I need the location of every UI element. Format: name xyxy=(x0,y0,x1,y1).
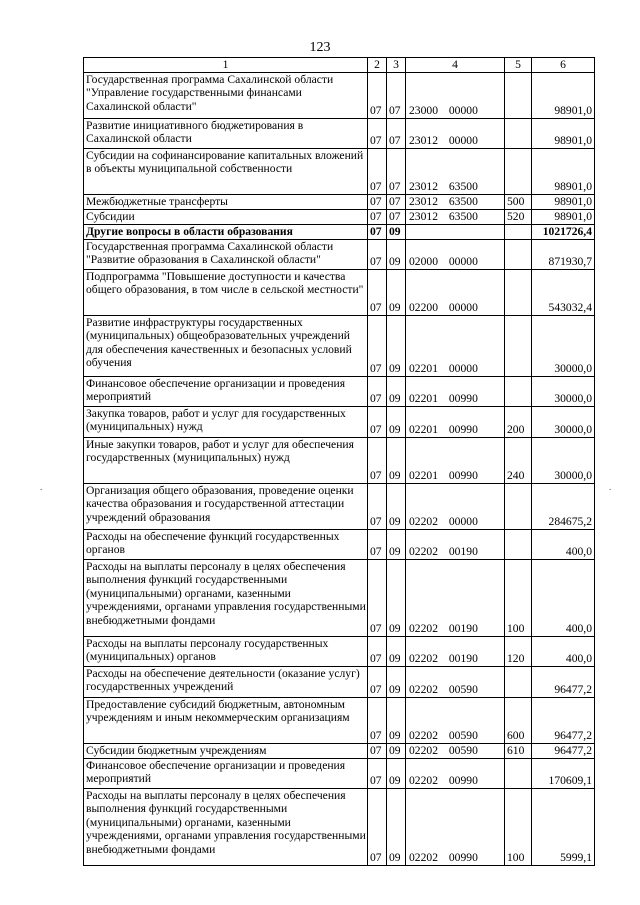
row-expense-type xyxy=(505,529,532,559)
row-target-article: 02201 00990 xyxy=(406,376,505,406)
table-row xyxy=(84,224,595,239)
row-target-article: 02202 00990 xyxy=(406,758,505,788)
row-subsection-code: 07 xyxy=(387,209,406,224)
row-expense-type xyxy=(505,148,532,194)
row-section-code: 07 xyxy=(368,224,387,239)
row-target-article: 23012 63500 xyxy=(406,194,505,209)
row-target-article: 02201 00000 xyxy=(406,315,505,376)
table-row xyxy=(84,239,595,269)
row-name: Иные закупки товаров, работ и услуг для обеспечения государственных (муниципальных) нужд xyxy=(84,437,368,483)
row-amount: 98901,0 xyxy=(532,209,595,224)
row-section-code: 07 xyxy=(368,697,387,743)
row-amount: 30000,0 xyxy=(532,315,595,376)
header-col-name: 1 xyxy=(84,58,368,73)
row-amount: 98901,0 xyxy=(532,148,595,194)
row-amount: 30000,0 xyxy=(532,406,595,437)
row-name: Расходы на выплаты персоналу в целях обеспечения выполнения функций государственными (муниципальными) органами, казенными учреждениями, органами управления государственными внебюджетными фондами xyxy=(84,559,368,636)
row-section-code: 07 xyxy=(368,666,387,697)
row-name: Другие вопросы в области образования xyxy=(84,224,368,239)
table-row xyxy=(84,72,595,118)
row-name: Закупка товаров, работ и услуг для государственных (муниципальных) нужд xyxy=(84,406,368,437)
row-amount: 170609,1 xyxy=(532,758,595,788)
row-target-article: 02202 00190 xyxy=(406,559,505,636)
row-expense-type xyxy=(505,239,532,269)
row-subsection-code: 07 xyxy=(387,194,406,209)
row-target-article: 23000 00000 xyxy=(406,72,505,118)
row-name: Организация общего образования, проведение оценки качества образования и государственной аттестации учреждений образования xyxy=(84,483,368,529)
row-amount: 400,0 xyxy=(532,636,595,666)
row-amount: 96477,2 xyxy=(532,666,595,697)
row-section-code: 07 xyxy=(368,315,387,376)
row-target-article: 02202 00190 xyxy=(406,636,505,666)
row-subsection-code: 09 xyxy=(387,224,406,239)
row-amount: 543032,4 xyxy=(532,269,595,315)
row-subsection-code: 09 xyxy=(387,743,406,758)
row-amount: 1021726,4 xyxy=(532,224,595,239)
row-name: Межбюджетные трансферты xyxy=(84,194,368,209)
row-expense-type: 500 xyxy=(505,194,532,209)
row-name: Расходы на обеспечение функций государственных органов xyxy=(84,529,368,559)
row-expense-type xyxy=(505,483,532,529)
row-target-article: 23012 00000 xyxy=(406,118,505,148)
row-expense-type xyxy=(505,118,532,148)
row-target-article: 23012 63500 xyxy=(406,209,505,224)
row-subsection-code: 09 xyxy=(387,406,406,437)
row-section-code: 07 xyxy=(368,406,387,437)
row-amount: 284675,2 xyxy=(532,483,595,529)
row-expense-type: 520 xyxy=(505,209,532,224)
row-amount: 98901,0 xyxy=(532,118,595,148)
row-expense-type xyxy=(505,224,532,239)
row-subsection-code: 09 xyxy=(387,529,406,559)
row-subsection-code: 07 xyxy=(387,72,406,118)
row-section-code: 07 xyxy=(368,483,387,529)
row-expense-type xyxy=(505,758,532,788)
row-subsection-code: 07 xyxy=(387,148,406,194)
row-name: Расходы на выплаты персоналу государственных (муниципальных) органов xyxy=(84,636,368,666)
row-subsection-code: 09 xyxy=(387,483,406,529)
row-subsection-code: 09 xyxy=(387,697,406,743)
row-target-article: 02201 00990 xyxy=(406,406,505,437)
row-name: Финансовое обеспечение организации и проведения мероприятий xyxy=(84,758,368,788)
row-subsection-code: 07 xyxy=(387,118,406,148)
row-section-code: 07 xyxy=(368,209,387,224)
row-section-code: 07 xyxy=(368,118,387,148)
row-section-code: 07 xyxy=(368,636,387,666)
row-target-article xyxy=(406,224,505,239)
row-subsection-code: 09 xyxy=(387,666,406,697)
table-row xyxy=(84,788,595,865)
row-name: Предоставление субсидий бюджетным, автономным учреждениям и иным некоммерческим организациям xyxy=(84,697,368,743)
row-name: Государственная программа Сахалинской области "Развитие образования в Сахалинской области" xyxy=(84,239,368,269)
row-target-article: 02202 00590 xyxy=(406,697,505,743)
table-row xyxy=(84,743,595,758)
row-name: Финансовое обеспечение организации и проведения мероприятий xyxy=(84,376,368,406)
row-amount: 30000,0 xyxy=(532,376,595,406)
row-target-article: 02000 00000 xyxy=(406,239,505,269)
table-row xyxy=(84,376,595,406)
header-col-expense-type: 5 xyxy=(505,58,532,73)
row-section-code: 07 xyxy=(368,743,387,758)
table-row xyxy=(84,483,595,529)
row-amount: 98901,0 xyxy=(532,72,595,118)
row-target-article: 23012 63500 xyxy=(406,148,505,194)
table-header-row xyxy=(84,58,595,73)
row-name: Субсидии xyxy=(84,209,368,224)
row-name: Государственная программа Сахалинской области "Управление государственными финансами Сахалинской области" xyxy=(84,72,368,118)
table-row xyxy=(84,194,595,209)
table-row xyxy=(84,666,595,697)
row-expense-type: 100 xyxy=(505,788,532,865)
row-amount: 400,0 xyxy=(532,559,595,636)
row-name: Развитие инициативного бюджетирования в Сахалинской области xyxy=(84,118,368,148)
row-subsection-code: 09 xyxy=(387,269,406,315)
table-row xyxy=(84,529,595,559)
row-expense-type xyxy=(505,72,532,118)
scan-speck: . xyxy=(609,482,612,492)
row-name: Развитие инфраструктуры государственных (муниципальных) общеобразовательных учреждений для обеспечения качественных и безопасных условий обучения xyxy=(84,315,368,376)
row-subsection-code: 09 xyxy=(387,239,406,269)
row-expense-type: 100 xyxy=(505,559,532,636)
row-subsection-code: 09 xyxy=(387,376,406,406)
row-section-code: 07 xyxy=(368,437,387,483)
header-col-subsection: 3 xyxy=(387,58,406,73)
row-amount: 400,0 xyxy=(532,529,595,559)
row-target-article: 02202 00000 xyxy=(406,483,505,529)
row-name: Расходы на выплаты персоналу в целях обеспечения выполнения функций государственными (муниципальными) органами, казенными учреждениями, органами управления государственными внебюджетными фондами xyxy=(84,788,368,865)
row-name: Подпрограмма "Повышение доступности и качества общего образования, в том числе в сельской местности" xyxy=(84,269,368,315)
table-row xyxy=(84,437,595,483)
row-section-code: 07 xyxy=(368,148,387,194)
row-expense-type xyxy=(505,666,532,697)
row-expense-type: 240 xyxy=(505,437,532,483)
row-section-code: 07 xyxy=(368,194,387,209)
row-section-code: 07 xyxy=(368,376,387,406)
row-target-article: 02202 00590 xyxy=(406,743,505,758)
row-expense-type xyxy=(505,269,532,315)
row-subsection-code: 09 xyxy=(387,758,406,788)
row-section-code: 07 xyxy=(368,559,387,636)
table-row xyxy=(84,697,595,743)
row-amount: 98901,0 xyxy=(532,194,595,209)
row-amount: 30000,0 xyxy=(532,437,595,483)
table-row xyxy=(84,148,595,194)
row-name: Расходы на обеспечение деятельности (оказание услуг) государственных учреждений xyxy=(84,666,368,697)
table-row xyxy=(84,315,595,376)
table-row xyxy=(84,209,595,224)
row-expense-type: 610 xyxy=(505,743,532,758)
budget-table xyxy=(83,57,595,866)
page-number: 123 xyxy=(309,40,331,55)
row-subsection-code: 09 xyxy=(387,315,406,376)
row-amount: 96477,2 xyxy=(532,743,595,758)
row-amount: 5999,1 xyxy=(532,788,595,865)
row-subsection-code: 09 xyxy=(387,559,406,636)
row-section-code: 07 xyxy=(368,269,387,315)
row-target-article: 02200 00000 xyxy=(406,269,505,315)
row-target-article: 02202 00990 xyxy=(406,788,505,865)
row-section-code: 07 xyxy=(368,529,387,559)
row-subsection-code: 09 xyxy=(387,636,406,666)
table-row xyxy=(84,269,595,315)
header-col-amount: 6 xyxy=(532,58,595,73)
row-target-article: 02201 00990 xyxy=(406,437,505,483)
table-row xyxy=(84,758,595,788)
row-target-article: 02202 00590 xyxy=(406,666,505,697)
row-name: Субсидии бюджетным учреждениям xyxy=(84,743,368,758)
header-col-section: 2 xyxy=(368,58,387,73)
row-expense-type: 120 xyxy=(505,636,532,666)
row-expense-type xyxy=(505,376,532,406)
row-section-code: 07 xyxy=(368,758,387,788)
scan-speck: . xyxy=(40,482,43,492)
row-amount: 96477,2 xyxy=(532,697,595,743)
row-subsection-code: 09 xyxy=(387,788,406,865)
table-row xyxy=(84,118,595,148)
row-section-code: 07 xyxy=(368,788,387,865)
row-expense-type: 600 xyxy=(505,697,532,743)
row-subsection-code: 09 xyxy=(387,437,406,483)
header-col-target-article: 4 xyxy=(406,58,505,73)
row-expense-type xyxy=(505,315,532,376)
table-row xyxy=(84,559,595,636)
row-expense-type: 200 xyxy=(505,406,532,437)
row-section-code: 07 xyxy=(368,239,387,269)
table-row xyxy=(84,406,595,437)
row-section-code: 07 xyxy=(368,72,387,118)
row-name: Субсидии на софинансирование капитальных вложений в объекты муниципальной собственности xyxy=(84,148,368,194)
row-amount: 871930,7 xyxy=(532,239,595,269)
row-target-article: 02202 00190 xyxy=(406,529,505,559)
table-row xyxy=(84,636,595,666)
